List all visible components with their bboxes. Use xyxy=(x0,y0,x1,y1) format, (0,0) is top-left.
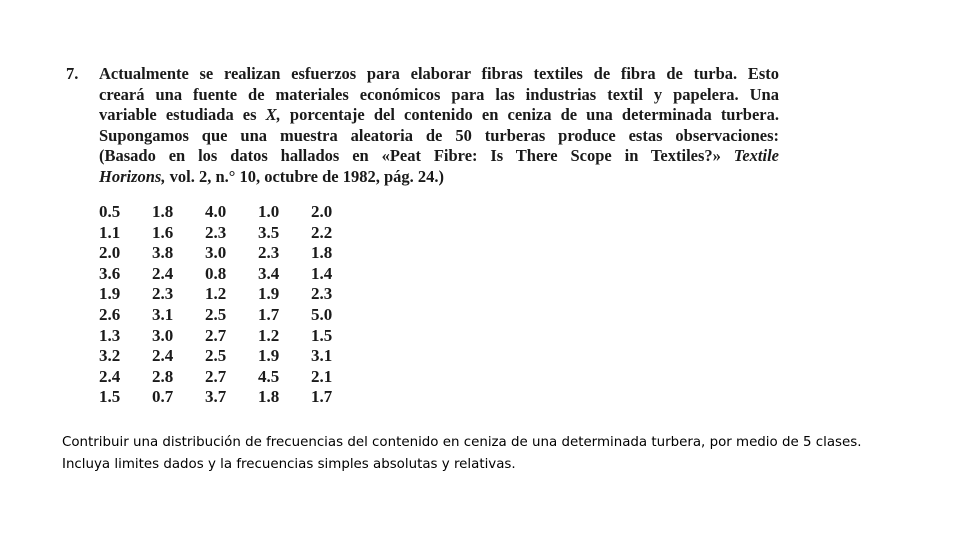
assignment-instruction: Contribuir una distribución de frecuencias del contenido en ceniza de una determinada turbera, por medio de 5 clases. Incluya limites dados y la frecuencias simples absolutas y relativas. xyxy=(62,435,862,472)
observation-row xyxy=(99,243,364,264)
observation-cell: 1.9 xyxy=(99,284,121,304)
observation-cell: 3.2 xyxy=(99,346,121,366)
observation-cell: 1.8 xyxy=(152,202,174,221)
observation-cell: 2.5 xyxy=(205,304,227,324)
observation-cell: 2.0 xyxy=(99,243,121,263)
observation-row xyxy=(99,346,364,367)
observation-cell: 2.5 xyxy=(205,346,227,366)
observation-cell: 3.1 xyxy=(311,346,333,366)
observation-cell: 0.8 xyxy=(205,263,227,283)
observation-cell: 0.7 xyxy=(152,387,174,407)
problem-number: 7. xyxy=(66,64,79,83)
observations-table xyxy=(99,202,364,408)
observation-cell: 2.0 xyxy=(311,202,333,221)
observation-cell: 0.5 xyxy=(99,202,121,221)
observation-cell: 2.3 xyxy=(311,284,333,304)
observation-cell: 1.7 xyxy=(311,387,333,407)
observation-cell: 3.4 xyxy=(258,263,280,283)
observation-cell: 2.8 xyxy=(152,366,174,386)
statement-line: (Basado en los datos hallados en «Peat Fibre: Is There Scope in Textiles?» Textile xyxy=(99,146,780,166)
statement-line: variable estudiada es X, porcentaje del contenido en ceniza de una determinada turbera. xyxy=(99,105,780,125)
observation-row xyxy=(99,264,364,285)
observation-cell: 3.0 xyxy=(205,243,227,263)
observation-cell: 2.6 xyxy=(99,304,121,324)
observation-cell: 1.3 xyxy=(99,325,121,345)
observation-cell: 4.5 xyxy=(258,366,280,386)
observation-cell: 1.8 xyxy=(258,387,280,407)
observation-cell: 4.0 xyxy=(205,202,227,221)
textbook-excerpt xyxy=(62,60,782,410)
observation-cell: 2.2 xyxy=(311,222,333,242)
observation-cell: 2.4 xyxy=(152,346,174,366)
observation-cell: 1.2 xyxy=(258,325,280,345)
observation-cell: 2.7 xyxy=(205,325,227,345)
observation-cell: 1.6 xyxy=(152,222,174,242)
observation-cell: 1.9 xyxy=(258,284,280,304)
observation-row xyxy=(99,223,364,244)
observation-cell: 3.1 xyxy=(152,304,174,324)
observation-row xyxy=(99,387,364,408)
statement-line: Supongamos que una muestra aleatoria de 50 turberas produce estas observaciones: xyxy=(99,125,779,145)
statement-line: creará una fuente de materiales económicos para las industrias textil y papelera. Una xyxy=(99,84,779,104)
observation-cell: 3.6 xyxy=(99,263,121,283)
observation-cell: 1.0 xyxy=(258,202,280,221)
observation-cell: 1.2 xyxy=(205,284,227,304)
observation-row xyxy=(99,202,364,223)
observation-cell: 1.5 xyxy=(99,387,121,407)
statement-line: Actualmente se realizan esfuerzos para elaborar fibras textiles de fibra de turba. Esto xyxy=(99,64,779,83)
observation-cell: 2.3 xyxy=(205,222,227,242)
observation-cell: 3.7 xyxy=(205,387,227,407)
observation-cell: 2.4 xyxy=(99,366,121,386)
observation-row xyxy=(99,326,364,347)
observation-cell: 1.8 xyxy=(311,243,333,263)
observation-row xyxy=(99,284,364,305)
observation-cell: 5.0 xyxy=(311,304,333,324)
observation-cell: 1.5 xyxy=(311,325,333,345)
observation-cell: 3.8 xyxy=(152,243,174,263)
observation-cell: 1.4 xyxy=(311,263,333,283)
observation-cell: 2.3 xyxy=(152,284,174,304)
observation-row xyxy=(99,367,364,388)
problem-statement xyxy=(99,64,779,188)
observation-cell: 3.0 xyxy=(152,325,174,345)
observation-row xyxy=(99,305,364,326)
observation-cell: 2.4 xyxy=(152,263,174,283)
observation-cell: 3.5 xyxy=(258,222,280,242)
observation-cell: 2.1 xyxy=(311,366,333,386)
observation-cell: 1.1 xyxy=(99,222,121,242)
observation-cell: 2.7 xyxy=(205,366,227,386)
observation-cell: 2.3 xyxy=(258,243,280,263)
observation-cell: 1.9 xyxy=(258,346,280,366)
observation-cell: 1.7 xyxy=(258,304,280,324)
statement-line: Horizons, vol. 2, n.° 10, octubre de 1982, pág. 24.) xyxy=(99,166,445,186)
